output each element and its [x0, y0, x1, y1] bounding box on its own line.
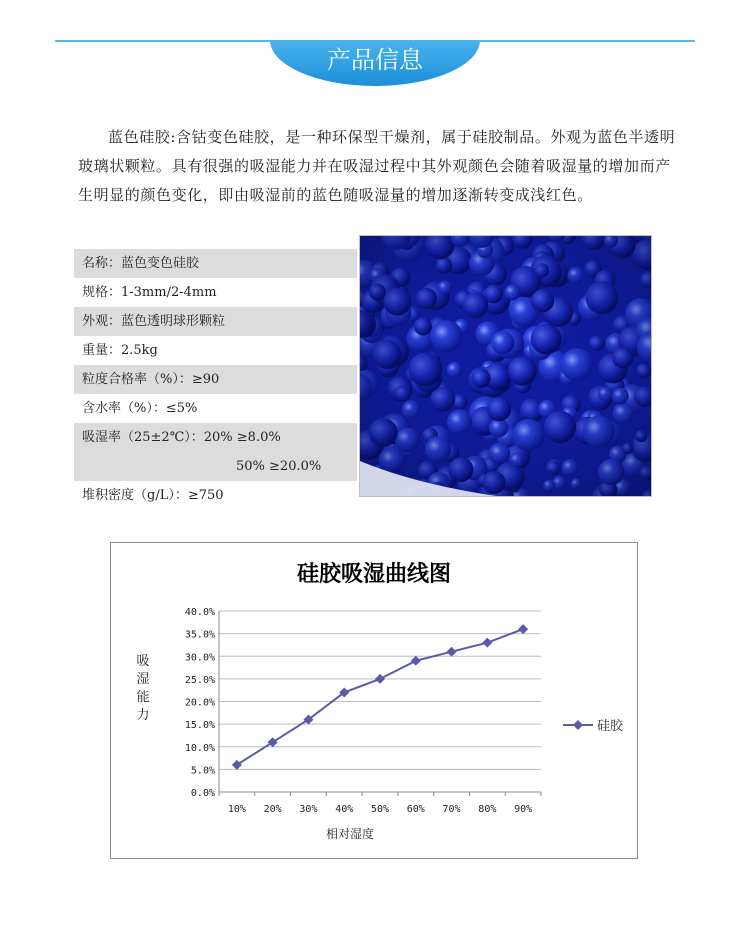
x-tick-label: 50% [370, 804, 390, 815]
spec-row-grain-rate: 粒度合格率（%）：≥90 [74, 365, 357, 394]
y-tick-label: 15.0% [184, 720, 215, 732]
product-description: 蓝色硅胶:含钴变色硅胶，是一种环保型干燥剂，属于硅胶制品。外观为蓝色半透明玻璃状颗粒。具有很强的吸湿能力并在吸湿过程中其外观颜色会随着吸湿量的增加而产生明显的颜色变化，即由吸湿前的蓝色随吸湿量的增加逐渐转变成浅红色。 [78, 128, 676, 204]
spec-row-name: 名称：蓝色变色硅胶 [74, 249, 357, 278]
legend-series-label: 硅胶 [597, 719, 624, 734]
section-title-tab: 产品信息 [270, 40, 480, 86]
y-tick-label: 10.0% [184, 742, 215, 754]
silica-gel-beads-image [359, 235, 652, 497]
y-tick-label: 35.0% [184, 629, 215, 641]
y-tick-label: 5.0% [190, 765, 215, 777]
y-tick-label: 25.0% [184, 674, 215, 686]
spec-row-absorption-50: 50% ≥20.0% [74, 452, 357, 481]
y-tick-label: 30.0% [184, 652, 215, 664]
spec-row-absorption-20: 吸湿率（25±2℃）：20% ≥8.0% [74, 423, 357, 452]
chart-legend [563, 715, 623, 734]
x-tick-label: 10% [227, 804, 246, 815]
data-point-marker [268, 737, 278, 747]
y-axis-label: 吸湿能力 [136, 654, 150, 723]
x-axis-label: 相对湿度 [326, 827, 375, 841]
data-point-marker [232, 760, 242, 770]
data-point-marker [375, 674, 385, 684]
beads-illustration [360, 236, 652, 497]
bead [439, 497, 449, 498]
x-tick-label: 20% [263, 804, 282, 815]
x-tick-label: 40% [335, 804, 354, 815]
y-tick-label: 0.0% [190, 788, 215, 799]
chart-title: 硅胶吸湿曲线图 [296, 562, 451, 587]
spec-row-size: 规格：1-3mm/2-4mm [82, 285, 217, 300]
spec-row-weight: 重量：2.5kg [82, 343, 158, 358]
series-line [237, 629, 523, 765]
data-point-marker [518, 624, 528, 634]
spec-row-bulk-density: 堆积密度（g/L）：≥750 [82, 488, 224, 503]
x-tick-label: 30% [299, 804, 318, 815]
spec-row-moisture: 含水率（%）：≤5% [82, 401, 198, 416]
y-tick-label: 20.0% [184, 697, 215, 709]
moisture-absorption-chart [110, 542, 638, 859]
chart-plot [111, 543, 639, 860]
x-tick-label: 60% [406, 804, 425, 815]
x-tick-label: 70% [442, 804, 461, 815]
spec-row-appearance: 外观：蓝色透明球形颗粒 [74, 307, 357, 336]
x-tick-label: 80% [478, 804, 497, 815]
data-point-marker [411, 656, 421, 666]
spec-table [74, 249, 357, 510]
data-point-marker [482, 638, 492, 648]
y-tick-label: 40.0% [184, 607, 215, 618]
legend-line-marker-icon [563, 719, 593, 731]
x-tick-label: 90% [514, 804, 533, 815]
data-point-marker [447, 647, 457, 657]
